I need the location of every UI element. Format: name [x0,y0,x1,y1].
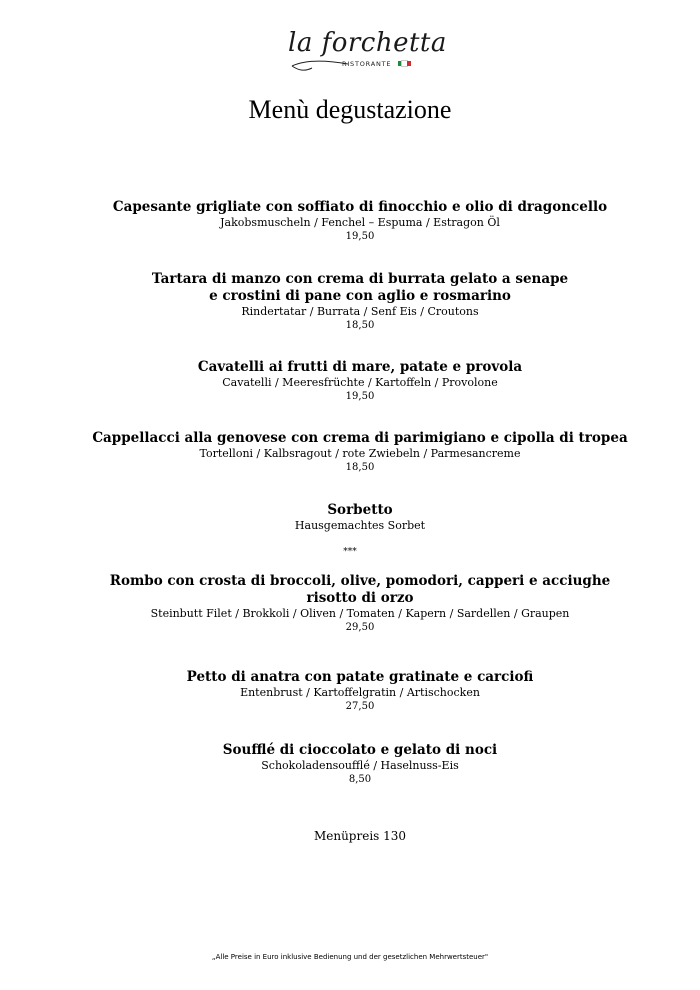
flag-stripe [407,61,411,66]
dish-price: 19,50 [345,391,375,402]
menu-title: Menù degustazione [248,95,452,124]
dish-price: 27,50 [345,701,375,712]
dish-name: Soufflé di cioccolato e gelato di noci [222,742,498,758]
dish-german: Hausgemachtes Sorbet [294,519,426,532]
restaurant-logo [280,28,447,78]
dish-german: Steinbutt Filet / Brokkoli / Oliven / Tomaten / Kapern / Sardellen / Graupen [150,607,570,620]
dish-price: 29,50 [345,622,375,633]
dish-item [0,573,700,634]
logo-name: la forchetta [288,28,447,58]
dish-name: risotto di orzo [306,590,414,606]
dish-german: Schokoladensoufflé / Haselnuss-Eis [261,759,459,772]
dish-item [0,430,700,474]
dish-price: 19,50 [345,231,375,242]
dish-name: e crostini di pane con aglio e rosmarino [209,288,511,304]
dish-name: Cappellacci alla genovese con crema di parimigiano e cipolla di tropea [92,430,628,446]
dish-german: Entenbrust / Kartoffelgratin / Artischocken [240,686,480,699]
dish-name: Capesante grigliate con soffiato di finocchio e olio di dragoncello [112,199,608,215]
dish-name: Cavatelli ai frutti di mare, patate e provola [197,359,523,375]
dish-price: 18,50 [345,462,375,473]
italian-flag-icon [398,61,411,66]
dish-item [0,271,700,332]
dish-item [0,669,700,713]
dish-item [0,199,700,243]
dish-german: Cavatelli / Meeresfrüchte / Kartoffeln / Provolone [222,376,498,389]
dish-price: 8,50 [348,774,372,785]
dish-item [0,359,700,403]
dish-name: Petto di anatra con patate gratinate e carciofi [186,669,534,685]
dish-german: Jakobsmuscheln / Fenchel – Espuma / Estragon Öl [220,216,500,229]
dish-name: Sorbetto [327,502,393,518]
dish-german: Tortelloni / Kalbsragout / rote Zwiebeln / Parmesancreme [199,447,521,460]
separator: *** [343,547,357,557]
fork-icon [290,56,350,76]
dish-price: 18,50 [345,320,375,331]
price-footnote: „Alle Preise in Euro inklusive Bedienung und der gesetzlichen Mehrwertsteuer" [211,953,489,961]
logo-subtitle: RISTORANTE [342,60,392,68]
dish-name: Tartara di manzo con crema di burrata gelato a senape [151,271,569,287]
dish-german: Rindertatar / Burrata / Senf Eis / Croutons [241,305,479,318]
dish-name: Rombo con crosta di broccoli, olive, pomodori, capperi e acciughe [109,573,611,589]
menu-price: Menüpreis 130 [313,829,407,843]
dish-item [0,502,700,533]
dish-item [0,742,700,786]
